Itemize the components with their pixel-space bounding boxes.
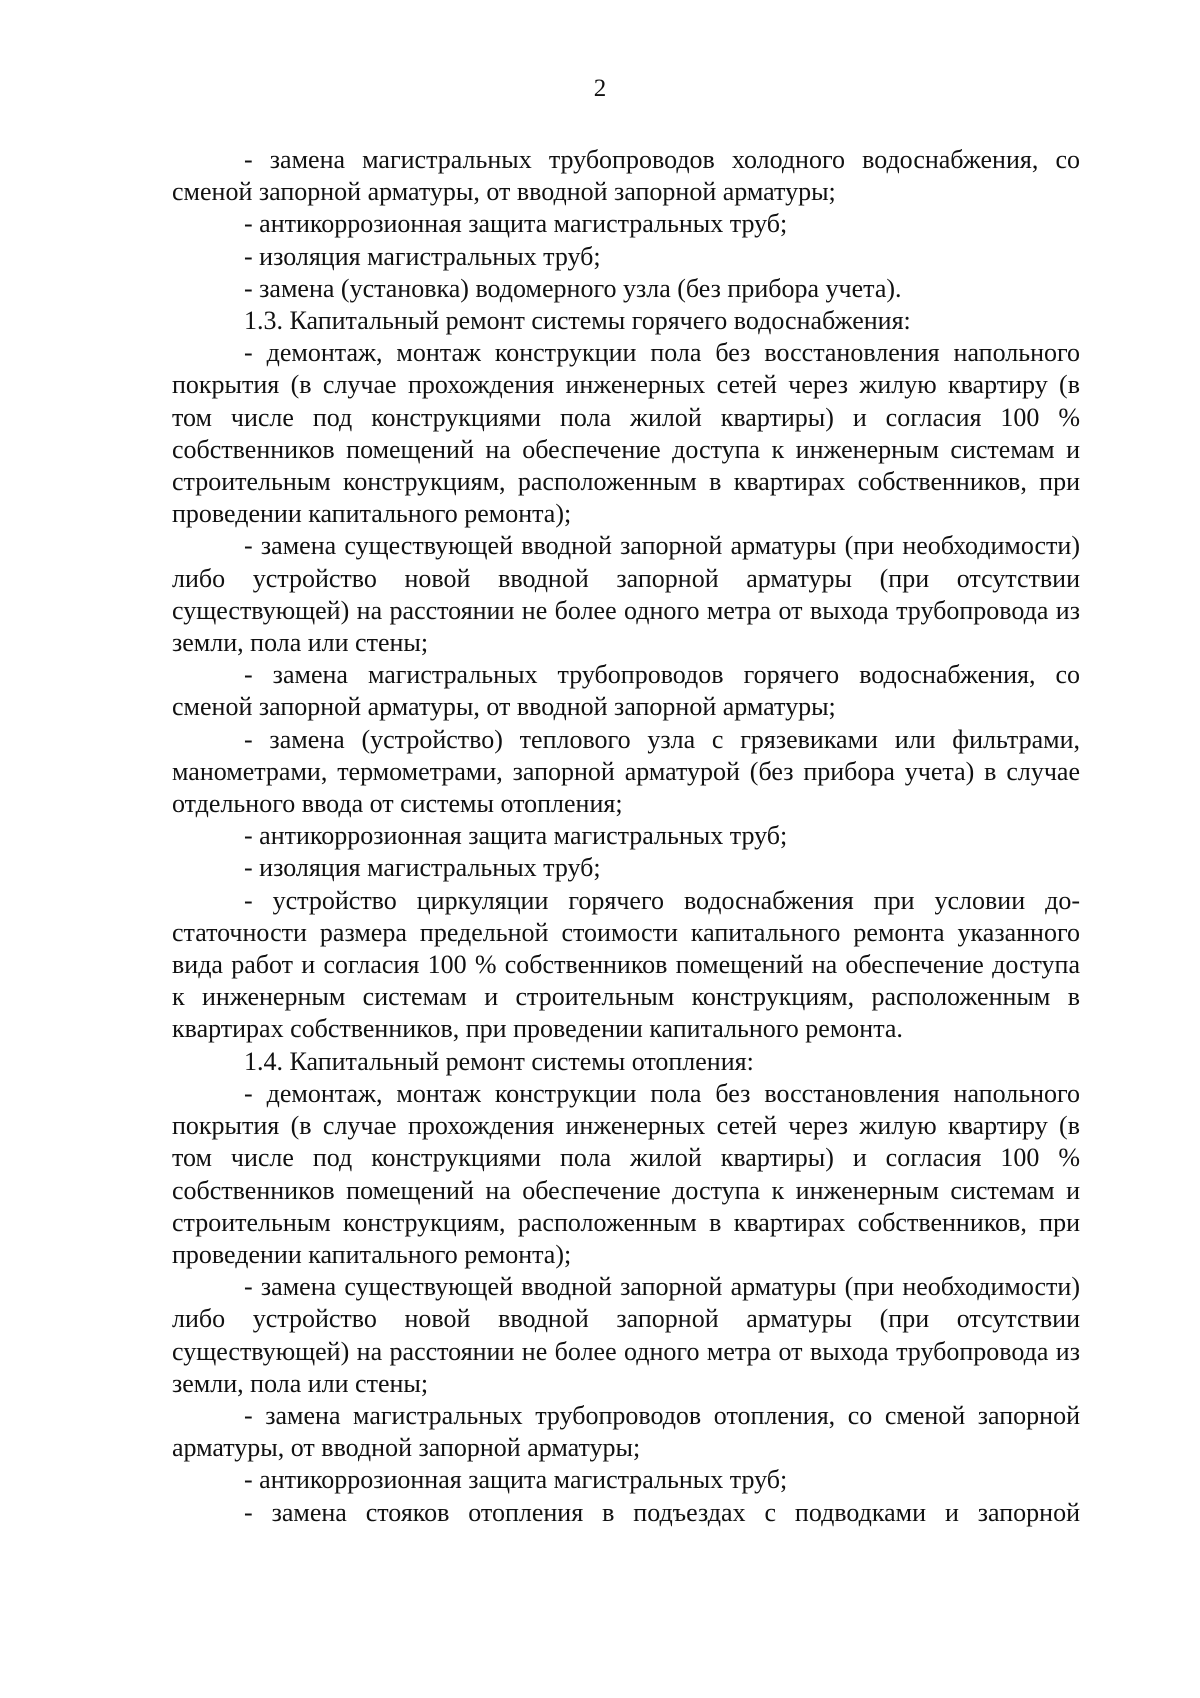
paragraph: - замена магистральных трубопроводов отопления, со сменой запорной арматуры, от вводной запорной арматуры; [172,1400,1080,1463]
paragraph: - демонтаж, монтаж конструкции пола без восстановления напольного покрытия (в случае прохождения инженерных сетей через жилую квартиру (в том числе под конструкциями пола жилой квартиры) и согласия 100 % собственников помещений на обеспечение доступа к инженерным системам и строительным конструкциям, расположенным в квартирах собственников, при проведении капитального ремонта); [172,1078,1080,1269]
paragraph: - антикоррозионная защита магистральных труб; [244,821,788,851]
paragraph: - замена существующей вводной запорной арматуры (при необходимости) либо устройство новой вводной запорной арматуры (при отсутствии существующей) на расстоянии не более одного метра от выхода трубопровода из земли, пола или стены; [172,1272,1080,1398]
paragraph: - антикоррозионная защита магистральных труб; [244,1465,788,1495]
section-heading-1-3: 1.3. Капитальный ремонт системы горячего водоснабжения: [244,306,911,336]
paragraph: - демонтаж, монтаж конструкции пола без восстановления напольного покрытия (в случае прохождения инженерных сетей через жилую квартиру (в том числе под конструкциями пола жилой квартиры) и согласия 100 % собственников помещений на обеспечение доступа к инженерным системам и строительным конструкциям, расположенным в квартирах собственников, при проведении капитального ремонта); [172,338,1080,529]
paragraph: - изоляция магистральных труб; [244,241,601,271]
page-number: 2 [593,75,607,102]
paragraph: - замена магистральных трубопроводов холодного водоснабжения, со сменой запорной арматуры, от вводной запорной арматуры; [172,145,1080,207]
paragraph: - устройство циркуляции горячего водоснабжения при условии достаточности размера предельной стоимости капитального ремонта указанного вида работ и согласия 100 % собственников помещений на обеспечение доступа к инженерным системам и строительным конструкциям, расположенным в квартирах собственников, при проведении капитального ремонта. [172,885,1080,1044]
paragraph: - изоляция магистральных труб; [244,853,601,883]
paragraph: - замена (установка) водомерного узла (без прибора учета). [244,273,902,303]
section-heading-1-4: 1.4. Капитальный ремонт системы отопления: [244,1046,754,1076]
paragraph: - замена существующей вводной запорной арматуры (при необходимости) либо устройство новой вводной запорной арматуры (при отсутствии существующей) на расстоянии не более одного метра от выхода трубопровода из земли, пола или стены; [172,531,1080,658]
paragraph: - антикоррозионная защита магистральных труб; [244,209,788,239]
document-body [172,144,1080,1529]
paragraph: - замена стояков отопления в подъездах с подводками и запорной [244,1497,1080,1527]
paragraph: - замена (устройство) теплового узла с грязевиками или фильтрами, манометрами, термометрами, запорной арматурой (без прибора учета) в случае отдельного ввода от системы отопления; [172,724,1080,819]
paragraph: - замена магистральных трубопроводов горячего водоснабжения, со сменой запорной арматуры, от вводной запорной арматуры; [172,660,1080,722]
